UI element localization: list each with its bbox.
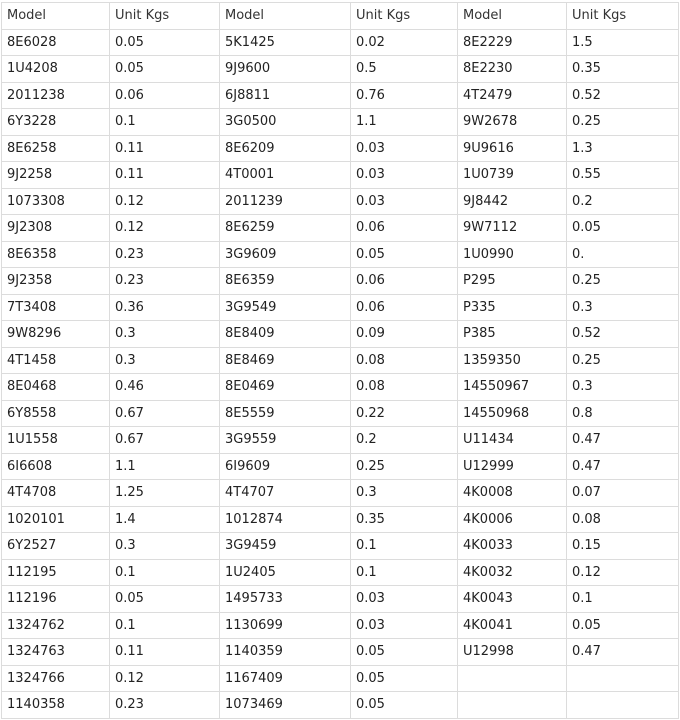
cell-unit-kgs-2[interactable]: 0.22 xyxy=(351,400,458,427)
table-row xyxy=(2,188,679,215)
cell-unit-kgs-1[interactable]: 1.4 xyxy=(110,506,220,533)
cell-model-2[interactable]: 9J9600 xyxy=(220,56,351,83)
cell-unit-kgs-3[interactable]: 1.5 xyxy=(567,29,679,56)
table-row xyxy=(2,109,679,136)
table-row xyxy=(2,29,679,56)
cell-unit-kgs-1[interactable]: 0.06 xyxy=(110,82,220,109)
cell-unit-kgs-3[interactable]: 0.07 xyxy=(567,480,679,507)
cell-unit-kgs-1[interactable]: 0.12 xyxy=(110,188,220,215)
cell-model-1[interactable]: 7T3408 xyxy=(2,294,110,321)
cell-model-2[interactable]: 4T0001 xyxy=(220,162,351,189)
cell-unit-kgs-2[interactable]: 0.06 xyxy=(351,215,458,242)
cell-model-2[interactable]: 4T4707 xyxy=(220,480,351,507)
cell-unit-kgs-3[interactable]: 1.3 xyxy=(567,135,679,162)
cell-unit-kgs-3[interactable]: 0.12 xyxy=(567,559,679,586)
cell-unit-kgs-1[interactable]: 0.23 xyxy=(110,241,220,268)
cell-model-3[interactable]: U12998 xyxy=(458,639,567,666)
cell-model-3[interactable]: 1359350 xyxy=(458,347,567,374)
cell-unit-kgs-1[interactable]: 0.3 xyxy=(110,533,220,560)
cell-unit-kgs-3[interactable] xyxy=(567,692,679,719)
cell-unit-kgs-2[interactable]: 0.05 xyxy=(351,241,458,268)
table-row xyxy=(2,162,679,189)
cell-model-2[interactable]: 3G9559 xyxy=(220,427,351,454)
cell-model-3[interactable]: P385 xyxy=(458,321,567,348)
cell-model-1[interactable]: 9J2308 xyxy=(2,215,110,242)
cell-unit-kgs-1[interactable]: 0.12 xyxy=(110,665,220,692)
cell-unit-kgs-2[interactable]: 0.06 xyxy=(351,294,458,321)
cell-model-3[interactable]: 4K0033 xyxy=(458,533,567,560)
cell-unit-kgs-1[interactable]: 0.11 xyxy=(110,162,220,189)
cell-model-1[interactable]: 9J2258 xyxy=(2,162,110,189)
header-cell-model-1[interactable]: Model xyxy=(2,3,110,30)
cell-model-3[interactable]: 9J8442 xyxy=(458,188,567,215)
cell-unit-kgs-2[interactable]: 0.08 xyxy=(351,374,458,401)
table-row xyxy=(2,612,679,639)
table-row xyxy=(2,347,679,374)
cell-model-1[interactable]: 4T1458 xyxy=(2,347,110,374)
cell-unit-kgs-1[interactable]: 0.67 xyxy=(110,427,220,454)
cell-model-2[interactable]: 3G0500 xyxy=(220,109,351,136)
cell-model-2[interactable]: 3G9549 xyxy=(220,294,351,321)
table-row xyxy=(2,559,679,586)
cell-model-1[interactable]: 9J2358 xyxy=(2,268,110,295)
cell-model-2[interactable]: 1U2405 xyxy=(220,559,351,586)
header-row xyxy=(2,3,679,30)
table-row xyxy=(2,294,679,321)
cell-model-2[interactable]: 1130699 xyxy=(220,612,351,639)
cell-unit-kgs-2[interactable]: 0.2 xyxy=(351,427,458,454)
cell-unit-kgs-3[interactable]: 0.25 xyxy=(567,268,679,295)
cell-unit-kgs-3[interactable]: 0.25 xyxy=(567,109,679,136)
table-row xyxy=(2,692,679,719)
cell-model-1[interactable]: 6I6608 xyxy=(2,453,110,480)
table-row xyxy=(2,56,679,83)
header-cell-model-3[interactable]: Model xyxy=(458,3,567,30)
cell-unit-kgs-1[interactable]: 0.05 xyxy=(110,56,220,83)
table-row xyxy=(2,639,679,666)
cell-model-2[interactable]: 1140359 xyxy=(220,639,351,666)
cell-unit-kgs-3[interactable]: 0.2 xyxy=(567,188,679,215)
cell-unit-kgs-1[interactable]: 0.05 xyxy=(110,586,220,613)
cell-unit-kgs-2[interactable]: 0.08 xyxy=(351,347,458,374)
cell-unit-kgs-2[interactable]: 0.03 xyxy=(351,612,458,639)
cell-model-1[interactable]: 112196 xyxy=(2,586,110,613)
cell-model-2[interactable]: 1495733 xyxy=(220,586,351,613)
cell-model-2[interactable]: 8E8469 xyxy=(220,347,351,374)
cell-model-1[interactable]: 8E6028 xyxy=(2,29,110,56)
table-row xyxy=(2,506,679,533)
cell-model-2[interactable]: 8E6359 xyxy=(220,268,351,295)
cell-model-2[interactable]: 1167409 xyxy=(220,665,351,692)
cell-model-2[interactable]: 2011239 xyxy=(220,188,351,215)
cell-model-2[interactable]: 1073469 xyxy=(220,692,351,719)
table-row xyxy=(2,453,679,480)
cell-unit-kgs-1[interactable]: 0.11 xyxy=(110,135,220,162)
cell-unit-kgs-2[interactable]: 0.05 xyxy=(351,639,458,666)
cell-unit-kgs-1[interactable]: 0.1 xyxy=(110,559,220,586)
parts-weight-table xyxy=(1,2,679,719)
cell-model-1[interactable]: 1073308 xyxy=(2,188,110,215)
cell-model-1[interactable]: 1324763 xyxy=(2,639,110,666)
cell-unit-kgs-2[interactable]: 0.5 xyxy=(351,56,458,83)
cell-model-3[interactable]: 4K0043 xyxy=(458,586,567,613)
cell-model-3[interactable]: 4K0006 xyxy=(458,506,567,533)
table-row xyxy=(2,533,679,560)
cell-unit-kgs-2[interactable]: 0.25 xyxy=(351,453,458,480)
table-row xyxy=(2,215,679,242)
cell-unit-kgs-1[interactable]: 0.1 xyxy=(110,109,220,136)
cell-model-3[interactable]: 9U9616 xyxy=(458,135,567,162)
cell-unit-kgs-2[interactable]: 0.06 xyxy=(351,268,458,295)
cell-unit-kgs-2[interactable]: 0.76 xyxy=(351,82,458,109)
cell-unit-kgs-1[interactable]: 0.1 xyxy=(110,612,220,639)
cell-model-2[interactable]: 8E6209 xyxy=(220,135,351,162)
cell-model-1[interactable]: 1020101 xyxy=(2,506,110,533)
cell-unit-kgs-1[interactable]: 0.12 xyxy=(110,215,220,242)
cell-unit-kgs-1[interactable]: 0.11 xyxy=(110,639,220,666)
cell-model-2[interactable]: 3G9609 xyxy=(220,241,351,268)
cell-model-1[interactable]: 1324762 xyxy=(2,612,110,639)
header-cell-unit-kgs-2[interactable]: Unit Kgs xyxy=(351,3,458,30)
cell-unit-kgs-1[interactable]: 1.25 xyxy=(110,480,220,507)
cell-unit-kgs-3[interactable]: 0.52 xyxy=(567,321,679,348)
table-row xyxy=(2,268,679,295)
cell-unit-kgs-2[interactable]: 0.03 xyxy=(351,162,458,189)
cell-model-2[interactable]: 1012874 xyxy=(220,506,351,533)
table-row xyxy=(2,480,679,507)
cell-unit-kgs-3[interactable]: 0.8 xyxy=(567,400,679,427)
cell-unit-kgs-1[interactable]: 0.3 xyxy=(110,321,220,348)
cell-model-2[interactable]: 5K1425 xyxy=(220,29,351,56)
cell-model-2[interactable]: 8E0469 xyxy=(220,374,351,401)
cell-model-2[interactable]: 8E8409 xyxy=(220,321,351,348)
cell-unit-kgs-2[interactable]: 0.1 xyxy=(351,559,458,586)
cell-model-3[interactable]: 14550968 xyxy=(458,400,567,427)
cell-model-1[interactable]: 1324766 xyxy=(2,665,110,692)
cell-model-1[interactable]: 6Y2527 xyxy=(2,533,110,560)
table-row xyxy=(2,82,679,109)
table-row xyxy=(2,586,679,613)
cell-model-3[interactable]: 9W7112 xyxy=(458,215,567,242)
cell-model-3[interactable]: U11434 xyxy=(458,427,567,454)
cell-model-1[interactable]: 8E0468 xyxy=(2,374,110,401)
cell-model-1[interactable]: 112195 xyxy=(2,559,110,586)
cell-model-1[interactable]: 1U1558 xyxy=(2,427,110,454)
cell-model-1[interactable]: 6Y8558 xyxy=(2,400,110,427)
cell-unit-kgs-1[interactable]: 0.23 xyxy=(110,692,220,719)
cell-unit-kgs-2[interactable]: 0.03 xyxy=(351,188,458,215)
cell-unit-kgs-3[interactable]: 0.25 xyxy=(567,347,679,374)
cell-unit-kgs-3[interactable]: 0.15 xyxy=(567,533,679,560)
header-cell-unit-kgs-3[interactable]: Unit Kgs xyxy=(567,3,679,30)
cell-model-2[interactable]: 3G9459 xyxy=(220,533,351,560)
cell-unit-kgs-1[interactable]: 1.1 xyxy=(110,453,220,480)
cell-unit-kgs-1[interactable]: 0.46 xyxy=(110,374,220,401)
cell-model-1[interactable]: 1140358 xyxy=(2,692,110,719)
cell-model-2[interactable]: 6J8811 xyxy=(220,82,351,109)
cell-model-3[interactable]: 1U0739 xyxy=(458,162,567,189)
table-row xyxy=(2,427,679,454)
cell-unit-kgs-3[interactable]: 0.08 xyxy=(567,506,679,533)
cell-model-1[interactable]: 8E6358 xyxy=(2,241,110,268)
cell-unit-kgs-3[interactable]: 0.1 xyxy=(567,586,679,613)
cell-model-1[interactable]: 2011238 xyxy=(2,82,110,109)
table-body xyxy=(2,3,679,719)
cell-unit-kgs-3[interactable]: 0.05 xyxy=(567,612,679,639)
cell-unit-kgs-3[interactable] xyxy=(567,665,679,692)
cell-model-3[interactable] xyxy=(458,692,567,719)
cell-unit-kgs-3[interactable]: 0.52 xyxy=(567,82,679,109)
cell-unit-kgs-3[interactable]: 0. xyxy=(567,241,679,268)
cell-model-3[interactable]: 8E2230 xyxy=(458,56,567,83)
table-row xyxy=(2,665,679,692)
table-row xyxy=(2,374,679,401)
cell-unit-kgs-1[interactable]: 0.05 xyxy=(110,29,220,56)
cell-model-3[interactable]: 4K0041 xyxy=(458,612,567,639)
header-cell-model-2[interactable]: Model xyxy=(220,3,351,30)
cell-unit-kgs-1[interactable]: 0.36 xyxy=(110,294,220,321)
table-row xyxy=(2,321,679,348)
cell-unit-kgs-1[interactable]: 0.67 xyxy=(110,400,220,427)
cell-unit-kgs-2[interactable]: 1.1 xyxy=(351,109,458,136)
cell-unit-kgs-3[interactable]: 0.55 xyxy=(567,162,679,189)
cell-model-3[interactable]: U12999 xyxy=(458,453,567,480)
cell-unit-kgs-3[interactable]: 0.47 xyxy=(567,427,679,454)
cell-unit-kgs-1[interactable]: 0.23 xyxy=(110,268,220,295)
cell-unit-kgs-3[interactable]: 0.05 xyxy=(567,215,679,242)
cell-unit-kgs-3[interactable]: 0.47 xyxy=(567,453,679,480)
cell-model-3[interactable]: 4K0032 xyxy=(458,559,567,586)
cell-unit-kgs-2[interactable]: 0.05 xyxy=(351,665,458,692)
cell-unit-kgs-1[interactable]: 0.3 xyxy=(110,347,220,374)
cell-unit-kgs-2[interactable]: 0.03 xyxy=(351,135,458,162)
cell-model-1[interactable]: 8E6258 xyxy=(2,135,110,162)
cell-model-3[interactable] xyxy=(458,665,567,692)
table-row xyxy=(2,400,679,427)
table-row xyxy=(2,135,679,162)
cell-model-3[interactable]: 4T2479 xyxy=(458,82,567,109)
cell-unit-kgs-2[interactable]: 0.05 xyxy=(351,692,458,719)
cell-unit-kgs-3[interactable]: 0.3 xyxy=(567,374,679,401)
cell-model-3[interactable]: P295 xyxy=(458,268,567,295)
cell-model-3[interactable]: 14550967 xyxy=(458,374,567,401)
header-cell-unit-kgs-1[interactable]: Unit Kgs xyxy=(110,3,220,30)
cell-model-1[interactable]: 6Y3228 xyxy=(2,109,110,136)
cell-model-3[interactable]: P335 xyxy=(458,294,567,321)
cell-model-3[interactable]: 9W2678 xyxy=(458,109,567,136)
cell-unit-kgs-3[interactable]: 0.3 xyxy=(567,294,679,321)
cell-unit-kgs-2[interactable]: 0.3 xyxy=(351,480,458,507)
cell-model-3[interactable]: 8E2229 xyxy=(458,29,567,56)
cell-unit-kgs-2[interactable]: 0.1 xyxy=(351,533,458,560)
cell-model-2[interactable]: 8E5559 xyxy=(220,400,351,427)
cell-model-2[interactable]: 6I9609 xyxy=(220,453,351,480)
cell-model-1[interactable]: 9W8296 xyxy=(2,321,110,348)
cell-unit-kgs-3[interactable]: 0.47 xyxy=(567,639,679,666)
cell-model-1[interactable]: 1U4208 xyxy=(2,56,110,83)
cell-unit-kgs-2[interactable]: 0.03 xyxy=(351,586,458,613)
table-row xyxy=(2,241,679,268)
cell-model-1[interactable]: 4T4708 xyxy=(2,480,110,507)
cell-model-3[interactable]: 1U0990 xyxy=(458,241,567,268)
cell-unit-kgs-2[interactable]: 0.35 xyxy=(351,506,458,533)
cell-unit-kgs-2[interactable]: 0.02 xyxy=(351,29,458,56)
cell-unit-kgs-2[interactable]: 0.09 xyxy=(351,321,458,348)
cell-model-3[interactable]: 4K0008 xyxy=(458,480,567,507)
cell-unit-kgs-3[interactable]: 0.35 xyxy=(567,56,679,83)
cell-model-2[interactable]: 8E6259 xyxy=(220,215,351,242)
